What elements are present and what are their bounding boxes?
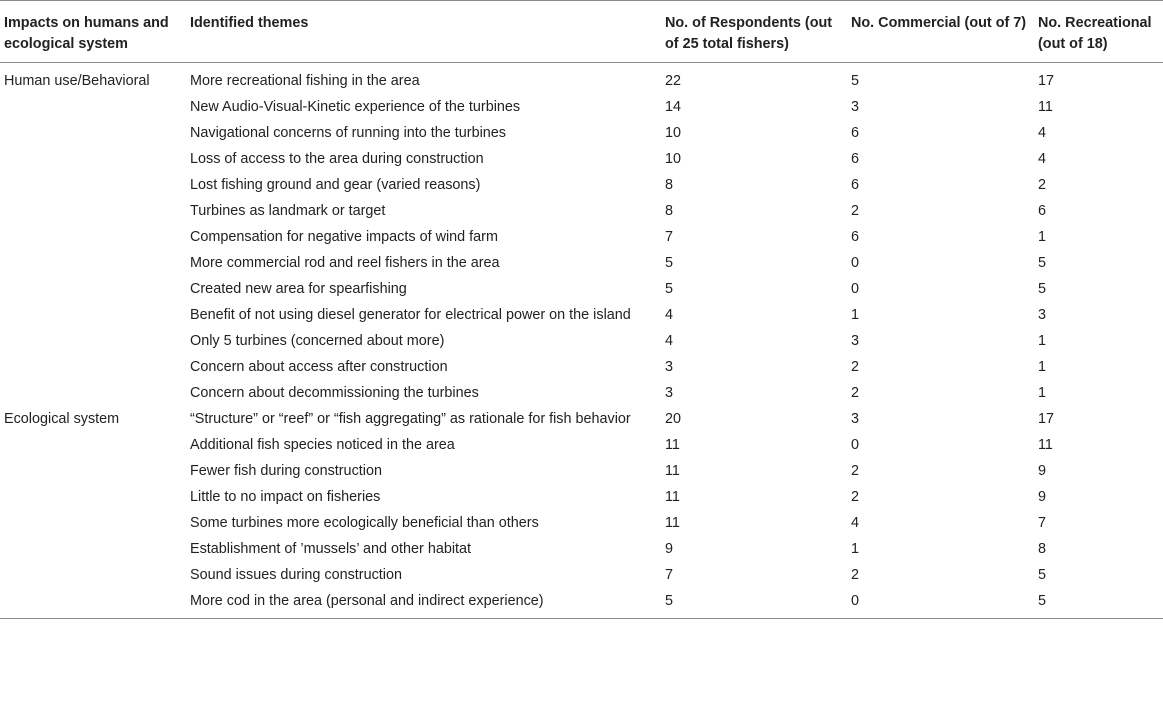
commercial-cell: 6 — [851, 151, 860, 167]
respondents-cell: 20 — [665, 411, 682, 427]
respondents-cell: 10 — [665, 125, 682, 141]
header-recreational: No. Recreational (out of 18) — [1038, 15, 1152, 52]
respondents-cell: 11 — [665, 489, 680, 505]
table-row — [0, 406, 1163, 432]
respondents-cell: 4 — [665, 307, 674, 323]
recreational-cell: 7 — [1038, 515, 1047, 531]
commercial-cell: 0 — [851, 281, 860, 297]
table-row — [0, 302, 1163, 328]
theme-cell: More cod in the area (personal and indirect experience) — [190, 593, 544, 609]
commercial-cell: 1 — [851, 541, 860, 557]
table-row — [0, 510, 1163, 536]
table-row — [0, 172, 1163, 198]
impact-category-cell — [0, 380, 186, 406]
commercial-cell: 3 — [851, 411, 860, 427]
recreational-cell: 8 — [1038, 541, 1047, 557]
commercial-cell: 2 — [851, 359, 860, 375]
commercial-cell: 3 — [851, 99, 860, 115]
respondents-cell: 8 — [665, 203, 674, 219]
theme-cell: Little to no impact on fisheries — [190, 489, 381, 505]
theme-cell: Loss of access to the area during construction — [190, 151, 484, 167]
commercial-cell: 2 — [851, 463, 860, 479]
theme-cell: More recreational fishing in the area — [190, 73, 420, 89]
respondents-cell: 11 — [665, 515, 680, 531]
recreational-cell: 11 — [1038, 437, 1053, 453]
recreational-cell: 1 — [1038, 385, 1047, 401]
respondents-cell: 3 — [665, 359, 674, 375]
impact-category-cell — [0, 458, 186, 484]
commercial-cell: 6 — [851, 125, 860, 141]
table-row — [0, 328, 1163, 354]
header-impacts: Impacts on humans and ecological system — [4, 15, 169, 52]
table-header — [0, 1, 1163, 63]
header-commercial: No. Commercial (out of 7) — [851, 15, 1027, 31]
respondents-cell: 14 — [665, 99, 682, 115]
table-row — [0, 198, 1163, 224]
respondents-cell: 5 — [665, 255, 674, 271]
impact-category-cell — [0, 354, 186, 380]
recreational-cell: 17 — [1038, 411, 1055, 427]
theme-cell: Created new area for spearfishing — [190, 281, 407, 297]
table-row — [0, 354, 1163, 380]
commercial-cell: 0 — [851, 593, 860, 609]
impact-category-cell — [0, 328, 186, 354]
recreational-cell: 4 — [1038, 151, 1047, 167]
theme-cell: Compensation for negative impacts of wind farm — [190, 229, 498, 245]
theme-cell: Concern about decommissioning the turbines — [190, 385, 479, 401]
theme-cell: New Audio-Visual-Kinetic experience of the turbines — [190, 99, 521, 115]
theme-cell: Additional fish species noticed in the area — [190, 437, 455, 453]
commercial-cell: 2 — [851, 385, 860, 401]
impact-category-cell — [0, 484, 186, 510]
theme-cell: Establishment of ’mussels’ and other habitat — [190, 541, 472, 557]
impact-category-cell — [0, 432, 186, 458]
respondents-cell: 11 — [665, 437, 680, 453]
header-themes: Identified themes — [190, 15, 309, 31]
table-row — [0, 380, 1163, 406]
commercial-cell: 0 — [851, 437, 860, 453]
recreational-cell: 6 — [1038, 203, 1047, 219]
impact-category-cell — [0, 562, 186, 588]
table-row — [0, 588, 1163, 619]
respondents-cell: 11 — [665, 463, 680, 479]
respondents-cell: 7 — [665, 229, 674, 245]
recreational-cell: 9 — [1038, 489, 1047, 505]
theme-cell: Navigational concerns of running into the turbines — [190, 125, 506, 141]
commercial-cell: 6 — [851, 229, 860, 245]
theme-cell: Fewer fish during construction — [190, 463, 382, 479]
recreational-cell: 2 — [1038, 177, 1047, 193]
theme-cell: Some turbines more ecologically beneficial than others — [190, 515, 539, 531]
impact-category-cell — [0, 120, 186, 146]
respondents-cell: 22 — [665, 73, 682, 89]
respondents-cell: 5 — [665, 281, 674, 297]
respondents-cell: 8 — [665, 177, 674, 193]
respondents-cell: 4 — [665, 333, 674, 349]
commercial-cell: 6 — [851, 177, 860, 193]
table-row — [0, 146, 1163, 172]
theme-cell: Sound issues during construction — [190, 567, 402, 583]
recreational-cell: 5 — [1038, 281, 1047, 297]
commercial-cell: 2 — [851, 489, 860, 505]
respondents-cell: 3 — [665, 385, 674, 401]
impact-category-cell — [0, 510, 186, 536]
table-row — [0, 432, 1163, 458]
commercial-cell: 3 — [851, 333, 860, 349]
table-body — [0, 63, 1163, 619]
table-row — [0, 224, 1163, 250]
table-row — [0, 562, 1163, 588]
theme-cell: Lost fishing ground and gear (varied reasons) — [190, 177, 481, 193]
impact-category-cell — [0, 536, 186, 562]
theme-cell: Concern about access after construction — [190, 359, 448, 375]
impact-category-cell — [0, 588, 186, 619]
recreational-cell: 1 — [1038, 359, 1047, 375]
table-row — [0, 250, 1163, 276]
impact-category-cell — [0, 302, 186, 328]
impact-category-cell — [0, 94, 186, 120]
recreational-cell: 1 — [1038, 229, 1047, 245]
table-row — [0, 94, 1163, 120]
impact-category-cell — [0, 224, 186, 250]
theme-cell: Only 5 turbines (concerned about more) — [190, 333, 445, 349]
header-row — [0, 1, 1163, 63]
respondents-cell: 7 — [665, 567, 674, 583]
impact-category-cell — [0, 198, 186, 224]
commercial-cell: 4 — [851, 515, 860, 531]
theme-cell: Benefit of not using diesel generator for electrical power on the island — [190, 307, 631, 323]
commercial-cell: 1 — [851, 307, 860, 323]
respondents-cell: 9 — [665, 541, 674, 557]
recreational-cell: 5 — [1038, 255, 1047, 271]
theme-cell: “Structure” or “reef” or “fish aggregating” as rationale for fish behavior — [190, 411, 631, 427]
impact-category-cell: Ecological system — [4, 411, 120, 427]
recreational-cell: 5 — [1038, 593, 1047, 609]
recreational-cell: 5 — [1038, 567, 1047, 583]
table-row — [0, 120, 1163, 146]
table-row — [0, 458, 1163, 484]
impact-category-cell: Human use/Behavioral — [4, 73, 150, 89]
recreational-cell: 11 — [1038, 99, 1053, 115]
recreational-cell: 17 — [1038, 73, 1055, 89]
recreational-cell: 9 — [1038, 463, 1047, 479]
impact-category-cell — [0, 172, 186, 198]
table-row — [0, 484, 1163, 510]
commercial-cell: 5 — [851, 73, 860, 89]
recreational-cell: 1 — [1038, 333, 1047, 349]
respondents-cell: 10 — [665, 151, 682, 167]
impact-category-cell — [0, 276, 186, 302]
theme-cell: Turbines as landmark or target — [190, 203, 386, 219]
respondents-cell: 5 — [665, 593, 674, 609]
theme-cell: More commercial rod and reel fishers in the area — [190, 255, 500, 271]
table-row — [0, 63, 1163, 95]
impact-category-cell — [0, 250, 186, 276]
commercial-cell: 2 — [851, 567, 860, 583]
recreational-cell: 3 — [1038, 307, 1047, 323]
table-row — [0, 276, 1163, 302]
commercial-cell: 2 — [851, 203, 860, 219]
header-respondents: No. of Respondents (out of 25 total fishers) — [665, 15, 833, 52]
recreational-cell: 4 — [1038, 125, 1047, 141]
impact-category-cell — [0, 146, 186, 172]
commercial-cell: 0 — [851, 255, 860, 271]
table-row — [0, 536, 1163, 562]
